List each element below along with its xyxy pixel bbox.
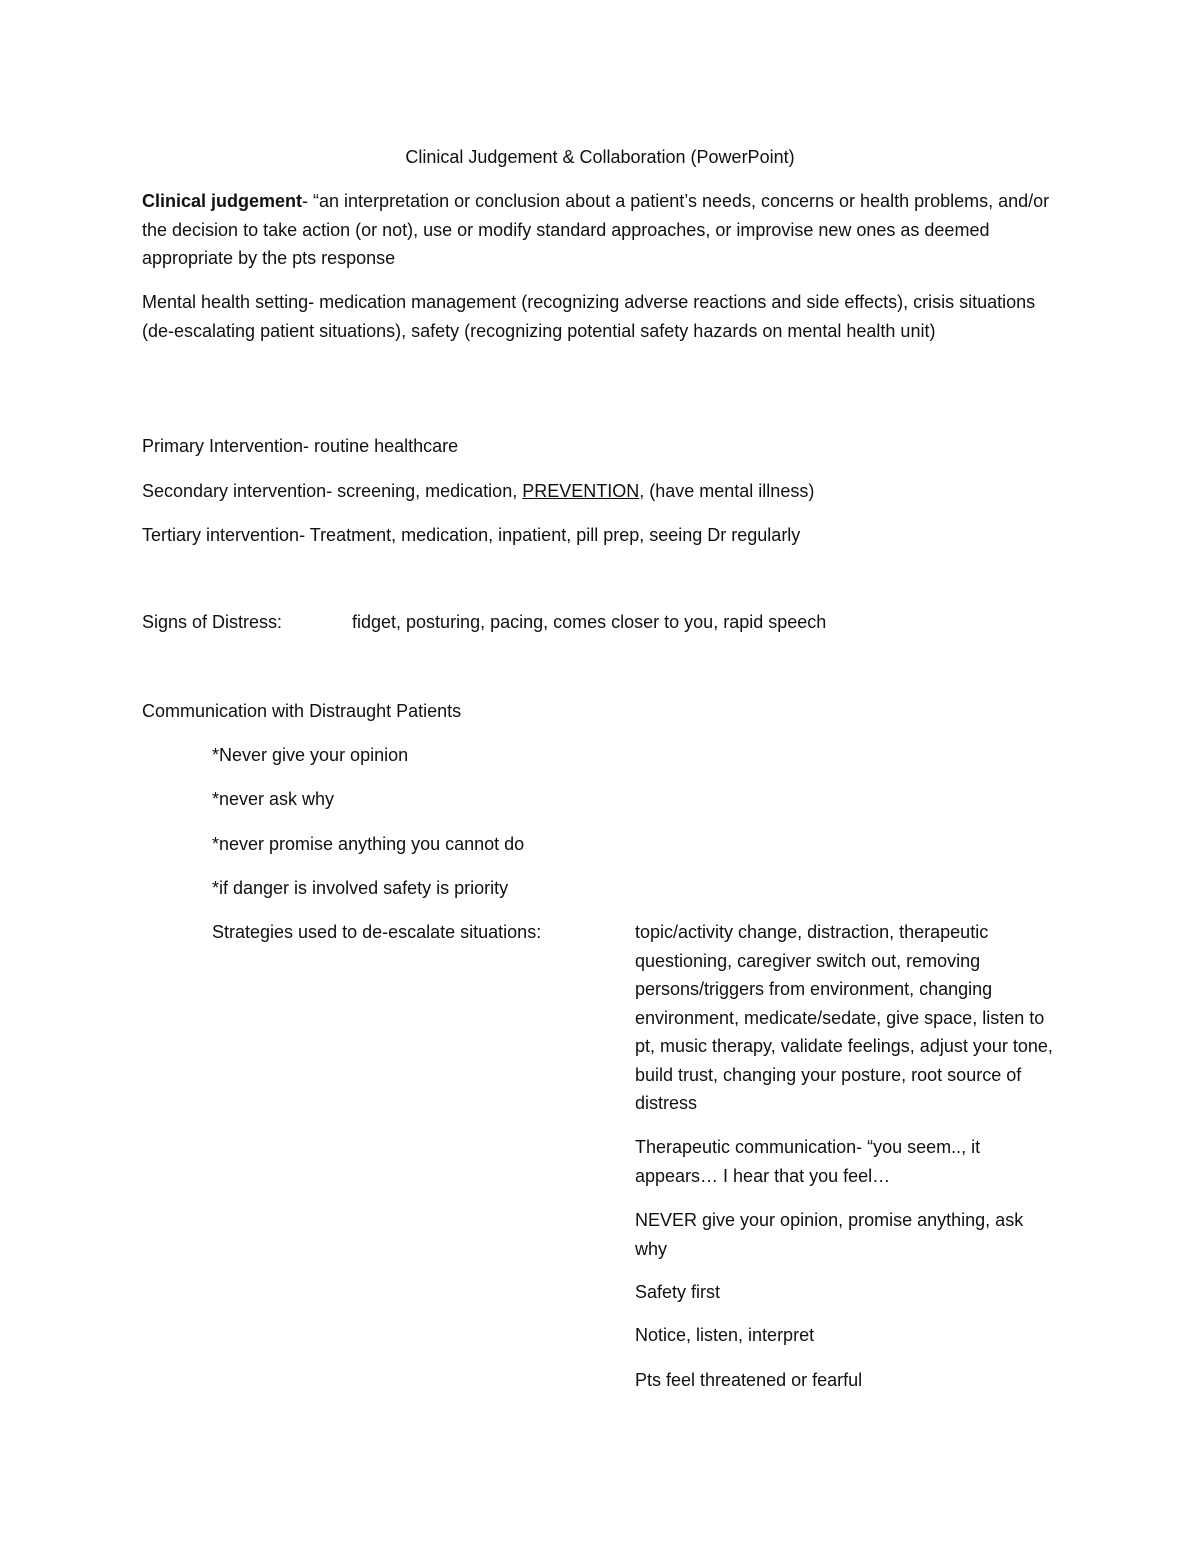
primary-intervention: Primary Intervention- routine healthcare — [142, 436, 459, 456]
clinical-judgement-paragraph — [142, 187, 1072, 273]
secondary-intervention — [142, 477, 814, 505]
secondary-intervention-text: Secondary intervention- screening, medication, — [142, 481, 523, 501]
strategy-item: Safety first — [635, 1282, 721, 1302]
communication-heading: Communication with Distraught Patients — [142, 701, 462, 721]
strategies-label: Strategies used to de-escalate situations: — [212, 922, 542, 942]
communication-rule: *never promise anything you cannot do — [212, 834, 525, 854]
clinical-judgement-term: Clinical judgement — [142, 191, 303, 211]
tertiary-intervention: Tertiary intervention- Treatment, medication, inpatient, pill prep, seeing Dr regularly — [142, 525, 801, 545]
strategy-item: topic/activity change, distraction, therapeutic questioning, caregiver switch out, removing persons/triggers from environment, changing environment, medicate/sedate, give space, listen to pt, music therapy, validate feelings, adjust your tone, build trust, changing your posture, root source of distress — [635, 922, 1053, 1113]
strategy-item: Therapeutic communication- “you seem.., it appears… I hear that you feel… — [635, 1137, 981, 1186]
strategy-item: Notice, listen, interpret — [635, 1325, 815, 1345]
mental-health-setting-paragraph: Mental health setting- medication management (recognizing adverse reactions and side effects), crisis situations (de-escalating patient situations), safety (recognizing potential safety hazards on mental health unit) — [142, 292, 1036, 341]
clinical-judgement-definition: - “an interpretation or conclusion about a patient’s needs, concerns or health problems, and/or the decision to take action (or not), use or modify standard approaches, or improvise new ones as deemed appropriate by the pts response — [142, 191, 1050, 268]
strategy-item: Pts feel threatened or fearful — [635, 1370, 863, 1390]
communication-rule: *if danger is involved safety is priority — [212, 878, 509, 898]
communication-rule: *Never give your opinion — [212, 745, 409, 765]
signs-of-distress-value: fidget, posturing, pacing, comes closer to you, rapid speech — [352, 612, 827, 632]
secondary-intervention-suffix: , (have mental illness) — [639, 481, 815, 501]
strategy-item: NEVER give your opinion, promise anything, ask why — [635, 1210, 1024, 1259]
communication-rule: *never ask why — [212, 789, 335, 809]
signs-of-distress-label: Signs of Distress: — [142, 612, 283, 632]
page-title: Clinical Judgement & Collaboration (PowerPoint) — [405, 147, 795, 167]
secondary-intervention-prevention: PREVENTION — [522, 481, 640, 501]
